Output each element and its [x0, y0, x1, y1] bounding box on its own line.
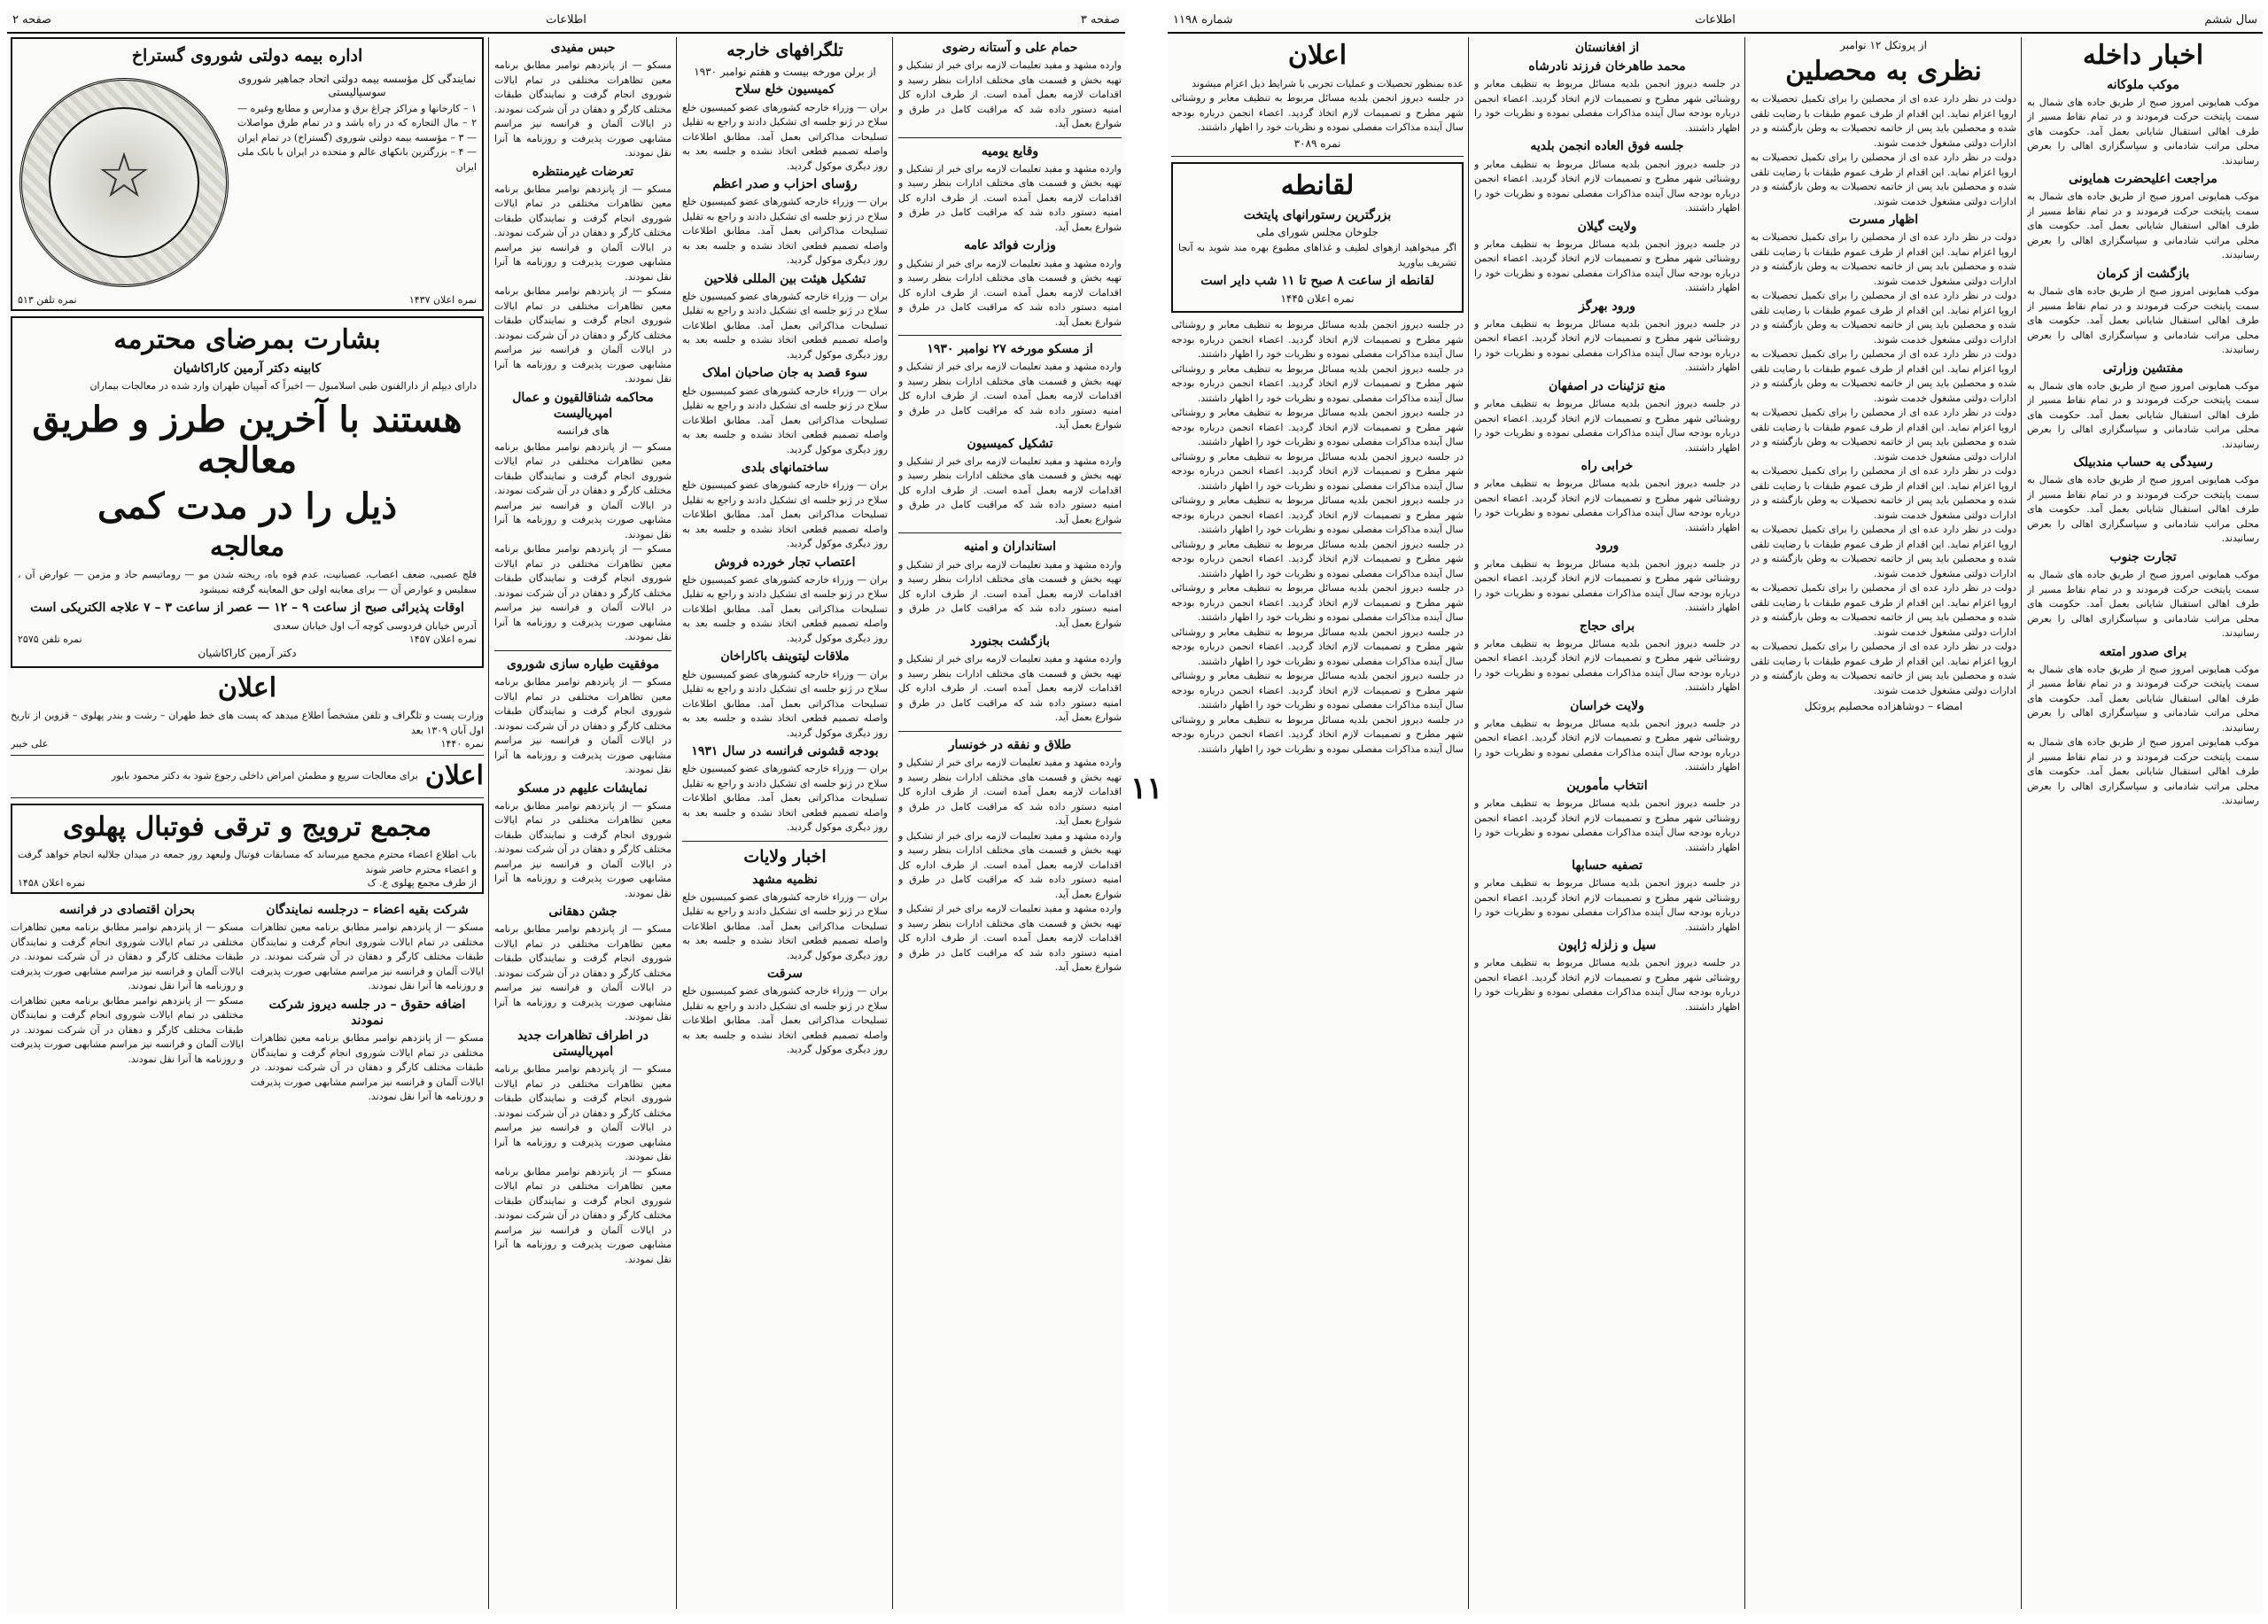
left-col-3: [682, 37, 888, 1609]
article-body: در جلسه دیروز انجمن بلدیه مسائل مربوط به تنظیف معابر و روشنائی شهر مطرح و تصمیمات لازم اتخاذ گردید. اعضاء انجمن درباره بودجه سال آینده مذاکرات مفصلی نموده و نظریات خود را اظهار داشتند.: [1171, 538, 1464, 579]
article-body: وارده مشهد و مفید تعلیمات لازمه برای خبر از تشکیل و تهیه بخش و قسمت های مختلف ادارات بنظر رسید و اقدامات لازمه بعمل آمده است. از طرف اداره کل امنیه دستور داده شد که مراقبت کامل در طرق و شوارع بعمل آید.: [898, 162, 1122, 233]
article-body: بران — وزراء خارجه کشورهای عضو کمیسیون خلع سلاح در ژنو جلسه ای تشکیل دادند و راجع به تقلیل تسلیحات مذاکراتی بعمل آمد. مطابق اطلاعات واصله تصمیم قطعی اتخاذ نشده و جلسه بعد به روز دیگری موکول گردید.: [682, 196, 888, 267]
article-body: در جلسه دیروز انجمن بلدیه مسائل مربوط به تنظیف معابر و روشنائی شهر مطرح و تصمیمات لازم اتخاذ گردید. اعضاء انجمن درباره بودجه سال آینده مذاکرات مفصلی نموده و نظریات خود را اظهار داشتند.: [1474, 717, 1740, 773]
headline: ولایت خراسان: [1570, 698, 1644, 713]
article-body: بران — وزراء خارجه کشورهای عضو کمیسیون خلع سلاح در ژنو جلسه ای تشکیل دادند و راجع به تقلیل تسلیحات مذاکراتی بعمل آمد. مطابق اطلاعات واصله تصمیم قطعی اتخاذ نشده و جلسه بعد به روز دیگری موکول گردید.: [682, 890, 888, 961]
article-body: در جلسه دیروز انجمن بلدیه مسائل مربوط به تنظیف معابر و روشنائی شهر مطرح و تصمیمات لازم اتخاذ گردید. اعضاء انجمن درباره بودجه سال آینده مذاکرات مفصلی نموده و نظریات خود را اظهار داشتند.: [1474, 877, 1740, 933]
doctor-notice: [11, 761, 484, 792]
article-body: موکب همایونی امروز صبح از طریق جاده های شمال به سمت پایتخت حرکت فرمودند و در تمام نقاط مسیر از طرف اهالی استقبال شایانی بعمل آمد. حکومت های محلی مراتب شادمانی و سپاسگزاری اهالی را بعرض رسانیدند.: [2027, 190, 2259, 261]
headline: بازگشت بجنورد: [969, 634, 1051, 649]
article-body: مسکو — از پانزدهم نوامبر مطابق برنامه معین تظاهرات مختلفی در تمام ایالات شوروی انجام گرفت و نمایندگان طبقات مختلف کارگر و دهقان در آن شرکت نمودند. در ایالات آلمان و فرانسه نیز مراسم مشابهی صورت پذیرفت و روزنامه ها آنرا نقل نمودند.: [494, 285, 672, 385]
article-body: وارده مشهد و مفید تعلیمات لازمه برای خبر از تشکیل و تهیه بخش و قسمت های مختلف ادارات بنظر رسید و اقدامات لازمه بعمل آمده است. از طرف اداره کل امنیه دستور داده شد که مراقبت کامل در طرق و شوارع بعمل آید.: [898, 653, 1122, 724]
headline: برای حجاج: [1579, 618, 1635, 633]
article-body: دولت در نظر دارد عده ای از محصلین را برای تکمیل تحصیلات به اروپا اعزام نماید. این اقدام از طرف عموم طبقات با رضایت تلقی شده و محصلین باید پس از خاتمه تحصیلات به وطن بازگشته و در ادارات دولتی مشغول خدمت شوند.: [1751, 348, 2016, 404]
article-body: وارده مشهد و مفید تعلیمات لازمه برای خبر از تشکیل و تهیه بخش و قسمت های مختلف ادارات بنظر رسید و اقدامات لازمه بعمل آمده است. از طرف اداره کل امنیه دستور داده شد که مراقبت کامل در طرق و شوارع بعمل آید.: [898, 455, 1122, 525]
headline: ولایت گیلان: [1577, 219, 1637, 234]
sports-signature: از طرف مجمع پهلوی ع. ک: [367, 877, 477, 890]
right-col-a: [2027, 37, 2259, 1609]
headline: ورود بهرگز: [1579, 299, 1635, 314]
doctor-subtitle: کابینه دکتر آرمین کاراکاشیان: [173, 361, 322, 377]
restaurant-subtitle: بزرگترین رستورانهای پایتخت: [1243, 207, 1392, 222]
doctor-hours: اوقات پذیرائی صبح از ساعت ۹ – ۱۲ — عصر از ساعت ۳ – ۷ علاجه الکتریکی است: [30, 601, 464, 616]
headline: اضافه حقوق – در جلسه دیروز شرکت نمودند: [268, 997, 466, 1029]
sports-body: باب اطلاع اعضاء محترم مجمع میرساند که مسابقات فوتبال ولیعهد روز جمعه در میدان جلالیه انجام خواهد گرفت و اعضاء محترم حاضر شوند: [18, 849, 477, 875]
headline: مراجعت اعلیحضرت همایونی: [2069, 172, 2218, 187]
headline: خرابی راه: [1581, 459, 1634, 474]
insurance-phone: نمره تلفن ۵۱۳: [18, 293, 77, 306]
article-body: در جلسه دیروز انجمن بلدیه مسائل مربوط به تنظیف معابر و روشنائی شهر مطرح و تصمیمات لازم اتخاذ گردید. اعضاء انجمن درباره بودجه سال آینده مذاکرات مفصلی نموده و نظریات خود را اظهار داشتند.: [1171, 92, 1464, 133]
article-body: موکب همایونی امروز صبح از طریق جاده های شمال به سمت پایتخت حرکت فرمودند و در تمام نقاط مسیر از طرف اهالی استقبال شایانی بعمل آمد. حکومت های محلی مراتب شادمانی و سپاسگزاری اهالی را بعرض رسانیدند.: [2027, 285, 2259, 356]
right-col-c: [1474, 37, 1740, 1609]
article-body: مسکو — از پانزدهم نوامبر مطابق برنامه معین تظاهرات مختلفی در تمام ایالات شوروی انجام گرفت و نمایندگان طبقات مختلف کارگر و دهقان در آن شرکت نمودند. در ایالات آلمان و فرانسه نیز مراسم مشابهی صورت پذیرفت و روزنامه ها آنرا نقل نمودند.: [494, 1063, 672, 1163]
article-body: دولت در نظر دارد عده ای از محصلین را برای تکمیل تحصیلات به اروپا اعزام نماید. این اقدام از طرف عموم طبقات با رضایت تلقی شده و محصلین باید پس از خاتمه تحصیلات به وطن بازگشته و در ادارات دولتی مشغول خدمت شوند.: [1751, 231, 2016, 287]
article-body: در جلسه دیروز انجمن بلدیه مسائل مربوط به تنظیف معابر و روشنائی شهر مطرح و تصمیمات لازم اتخاذ گردید. اعضاء انجمن درباره بودجه سال آینده مذاکرات مفصلی نموده و نظریات خود را اظهار داشتند.: [1171, 319, 1464, 361]
headline: جشن دهقانی: [548, 905, 617, 920]
running-head-left: صفحه ۲: [12, 13, 52, 27]
article-body: وارده مشهد و مفید تعلیمات لازمه برای خبر از تشکیل و تهیه بخش و قسمت های مختلف ادارات بنظر رسید و اقدامات لازمه بعمل آمده است. از طرف اداره کل امنیه دستور داده شد که مراقبت کامل در طرق و شوارع بعمل آید.: [898, 257, 1122, 328]
article-body: وارده مشهد و مفید تعلیمات لازمه برای خبر از تشکیل و تهیه بخش و قسمت های مختلف ادارات بنظر رسید و اقدامات لازمه بعمل آمده است. از طرف اداره کل امنیه دستور داده شد که مراقبت کامل در طرق و شوارع بعمل آید.: [898, 59, 1122, 130]
headline: ورود: [1595, 539, 1619, 554]
headline: حمام علی و آستانه رضوی: [942, 41, 1078, 55]
article-body: در جلسه دیروز انجمن بلدیه مسائل مربوط به تنظیف معابر و روشنائی شهر مطرح و تصمیمات لازم اتخاذ گردید. اعضاء انجمن درباره بودجه سال آینده مذاکرات مفصلی نموده و نظریات خود را اظهار داشتند.: [1474, 957, 1740, 1013]
article-body: وارده مشهد و مفید تعلیمات لازمه برای خبر از تشکیل و تهیه بخش و قسمت های مختلف ادارات بنظر رسید و اقدامات لازمه بعمل آمده است. از طرف اداره کل امنیه دستور داده شد که مراقبت کامل در طرق و شوارع بعمل آید.: [898, 903, 1122, 973]
left-col-1-ads: [11, 37, 484, 1609]
article-body: در جلسه دیروز انجمن بلدیه مسائل مربوط به تنظیف معابر و روشنائی شهر مطرح و تصمیمات لازم اتخاذ گردید. اعضاء انجمن درباره بودجه سال آینده مذاکرات مفصلی نموده و نظریات خود را اظهار داشتند.: [1171, 713, 1464, 755]
headline: از مسکو مورخه ۲۷ نوامبر ۱۹۳۰: [927, 342, 1093, 357]
article-body: مسکو — از پانزدهم نوامبر مطابق برنامه معین تظاهرات مختلفی در تمام ایالات شوروی انجام گرفت و نمایندگان طبقات مختلف کارگر و دهقان در آن شرکت نمودند. در ایالات آلمان و فرانسه نیز مراسم مشابهی صورت پذیرفت و روزنامه ها آنرا نقل نمودند.: [494, 1165, 672, 1265]
restaurant-hours: لقانطه از ساعت ۸ صبح تا ۱۱ شب دایر است: [1200, 274, 1434, 289]
article-body: مسکو — از پانزدهم نوامبر مطابق برنامه معین تظاهرات مختلفی در تمام ایالات شوروی انجام گرفت و نمایندگان طبقات مختلف کارگر و دهقان در آن شرکت نمودند. در ایالات آلمان و فرانسه نیز مراسم مشابهی صورت پذیرفت و روزنامه ها آنرا نقل نمودند.: [494, 676, 672, 776]
headline: طلاق و نفقه در خونسار: [948, 737, 1072, 752]
restaurant-body: اگر میخواهید ازهوای لطیف و غذاهای مطبوع بهره مند شوید به آنجا تشریف بیاورید: [1178, 242, 1456, 268]
headline: استانداران و امنیه: [963, 540, 1057, 555]
headline: منع تزئینات در اصفهان: [1548, 378, 1666, 393]
headline: تشکیل کمیسیون: [967, 436, 1053, 451]
headline: تشکیل هیئت بین المللی فلاحین: [703, 271, 866, 286]
insurance-emblem-icon: ☆: [19, 78, 229, 287]
restaurant-title: لقانطه: [1280, 170, 1355, 202]
post-notice: [11, 673, 484, 750]
notice-ad-number: نمره ۳۰۸۹: [1293, 136, 1341, 150]
section-title: تلگرافهای خارجه: [726, 41, 843, 60]
article-body: دولت در نظر دارد عده ای از محصلین را برای تکمیل تحصیلات به اروپا اعزام نماید. این اقدام از طرف عموم طبقات با رضایت تلقی شده و محصلین باید پس از خاتمه تحصیلات به وطن بازگشته و در ادارات دولتی مشغول خدمت شوند.: [1751, 152, 2016, 207]
article-body: مسکو — از پانزدهم نوامبر مطابق برنامه معین تظاهرات مختلفی در تمام ایالات شوروی انجام گرفت و نمایندگان طبقات مختلف کارگر و دهقان در آن شرکت نمودند. در ایالات آلمان و فرانسه نیز مراسم مشابهی صورت پذیرفت و روزنامه ها آنرا نقل نمودند.: [251, 921, 484, 992]
headline: وزارت فوائد عامه: [964, 238, 1056, 253]
article-body: بران — وزراء خارجه کشورهای عضو کمیسیون خلع سلاح در ژنو جلسه ای تشکیل دادند و راجع به تقلیل تسلیحات مذاکراتی بعمل آمد. مطابق اطلاعات واصله تصمیم قطعی اتخاذ نشده و جلسه بعد به روز دیگری موکول گردید.: [682, 101, 888, 172]
doctor-title: بشارت بمرضای محترمه: [113, 323, 381, 355]
restaurant-ad-number: نمره اعلان ۱۴۴۵: [1280, 291, 1355, 305]
right-col-d: [1171, 37, 1464, 1609]
article-body: وارده مشهد و مفید تعلیمات لازمه برای خبر از تشکیل و تهیه بخش و قسمت های مختلف ادارات بنظر رسید و اقدامات لازمه بعمل آمده است. از طرف اداره کل امنیه دستور داده شد که مراقبت کامل در طرق و شوارع بعمل آید.: [898, 757, 1122, 827]
running-head-right: سال ششم: [2204, 13, 2257, 27]
headline: سیل و زلزله ژاپون: [1557, 938, 1657, 953]
headline: در اطراف تظاهرات جدید امپریالیستی: [517, 1028, 649, 1060]
headline: اعتصاب تجار خورده فروش: [714, 555, 856, 570]
left-col-4: [898, 37, 1122, 1609]
doctor-address: آدرس خیابان فردوسی کوچه آب اول خیابان سعدی: [273, 619, 477, 632]
headline: بازگشت از کرمان: [2096, 266, 2190, 281]
article-body: بران — وزراء خارجه کشورهای عضو کمیسیون خلع سلاح در ژنو جلسه ای تشکیل دادند و راجع به تقلیل تسلیحات مذاکراتی بعمل آمد. مطابق اطلاعات واصله تصمیم قطعی اتخاذ نشده و جلسه بعد به روز دیگری موکول گردید.: [682, 985, 888, 1056]
headline: شرکت بقیه اعضاء – درجلسه نمایندگان: [266, 903, 469, 918]
notice-body: عده بمنظور تحصیلات و عملیات تجربی با شرایط ذیل اعزام میشوند: [1192, 77, 1464, 89]
headline: نظری به محصلین: [1785, 55, 1982, 87]
article-body: در جلسه دیروز انجمن بلدیه مسائل مربوط به تنظیف معابر و روشنائی شهر مطرح و تصمیمات لازم اتخاذ گردید. اعضاء انجمن درباره بودجه سال آینده مذاکرات مفصلی نموده و نظریات خود را اظهار داشتند.: [1171, 582, 1464, 624]
article-body: مسکو — از پانزدهم نوامبر مطابق برنامه معین تظاهرات مختلفی در تمام ایالات شوروی انجام گرفت و نمایندگان طبقات مختلف کارگر و دهقان در آن شرکت نمودند. در ایالات آلمان و فرانسه نیز مراسم مشابهی صورت پذیرفت و روزنامه ها آنرا نقل نمودند.: [494, 543, 672, 643]
doctor-signature: دکتر آرمین کاراکاشیان: [198, 647, 297, 660]
article-body: در جلسه دیروز انجمن بلدیه مسائل مربوط به تنظیف معابر و روشنائی شهر مطرح و تصمیمات لازم اتخاذ گردید. اعضاء انجمن درباره بودجه سال آینده مذاکرات مفصلی نموده و نظریات خود را اظهار داشتند.: [1171, 362, 1464, 404]
running-head-center: اطلاعات: [1695, 13, 1736, 27]
article-body: در جلسه دیروز انجمن بلدیه مسائل مربوط به تنظیف معابر و روشنائی شهر مطرح و تصمیمات لازم اتخاذ گردید. اعضاء انجمن درباره بودجه سال آینده مذاکرات مفصلی نموده و نظریات خود را اظهار داشتند.: [1474, 237, 1740, 294]
article-body: مسکو — از پانزدهم نوامبر مطابق برنامه معین تظاهرات مختلفی در تمام ایالات شوروی انجام گرفت و نمایندگان طبقات مختلف کارگر و دهقان در آن شرکت نمودند. در ایالات آلمان و فرانسه نیز مراسم مشابهی صورت پذیرفت و روزنامه ها آنرا نقل نمودند.: [494, 59, 672, 159]
insurance-ad-number: نمره اعلان ۱۴۳۷: [408, 293, 477, 306]
notice-title: اعلان: [1287, 40, 1348, 71]
dateline: از پروتکل ۱۲ نوامبر: [1840, 39, 1927, 51]
article-body: در جلسه دیروز انجمن بلدیه مسائل مربوط به تنظیف معابر و روشنائی شهر مطرح و تصمیمات لازم اتخاذ گردید. اعضاء انجمن درباره بودجه سال آینده مذاکرات مفصلی نموده و نظریات خود را اظهار داشتند.: [1474, 797, 1740, 853]
article-body: در جلسه دیروز انجمن بلدیه مسائل مربوط به تنظیف معابر و روشنائی شهر مطرح و تصمیمات لازم اتخاذ گردید. اعضاء انجمن درباره بودجه سال آینده مذاکرات مفصلی نموده و نظریات خود را اظهار داشتند.: [1474, 158, 1740, 214]
article-body: وارده مشهد و مفید تعلیمات لازمه برای خبر از تشکیل و تهیه بخش و قسمت های مختلف ادارات بنظر رسید و اقدامات لازمه بعمل آمده است. از طرف اداره کل امنیه دستور داده شد که مراقبت کامل در طرق و شوارع بعمل آید.: [898, 361, 1122, 431]
article-body: موکب همایونی امروز صبح از طریق جاده های شمال به سمت پایتخت حرکت فرمودند و در تمام نقاط مسیر از طرف اهالی استقبال شایانی بعمل آمد. حکومت های محلی مراتب شادمانی و سپاسگزاری اهالی را بعرض رسانیدند.: [2027, 736, 2259, 807]
article-body: در جلسه دیروز انجمن بلدیه مسائل مربوط به تنظیف معابر و روشنائی شهر مطرح و تصمیمات لازم اتخاذ گردید. اعضاء انجمن درباره بودجه سال آینده مذاکرات مفصلی نموده و نظریات خود را اظهار داشتند.: [1171, 494, 1464, 536]
article-body: دولت در نظر دارد عده ای از محصلین را برای تکمیل تحصیلات به اروپا اعزام نماید. این اقدام از طرف عموم طبقات با رضایت تلقی شده و محصلین باید پس از خاتمه تحصیلات به وطن بازگشته و در ادارات دولتی مشغول خدمت شوند.: [1751, 641, 2016, 696]
headline: تجارت جنوب: [2109, 549, 2177, 564]
insurance-ad: [11, 37, 484, 311]
insurance-subtitle: نمایندگی کل مؤسسه بیمه دولتی اتحاد جماهیر شوروی سوسیالیستی: [237, 72, 477, 99]
headline: رسیدگی به حساب مندبیلک: [2073, 455, 2213, 470]
subheadline: های فرانسه: [556, 424, 610, 438]
right-col-b: [1751, 37, 2016, 1609]
headline: کمیسیون خلع سلاح: [734, 82, 835, 97]
doctor-slogan-2: ذیل را در مدت کمی: [97, 485, 398, 527]
headline: ساختمانهای بلدی: [741, 461, 829, 476]
left-page: [7, 9, 1125, 1614]
subheadline: محمد طاهرخان فرزند نادرشاه: [1528, 59, 1686, 74]
headline: سرقت: [767, 967, 803, 982]
headline: مفتشین وزارتی: [2102, 361, 2184, 376]
article-body: در جلسه دیروز انجمن بلدیه مسائل مربوط به تنظیف معابر و روشنائی شهر مطرح و تصمیمات لازم اتخاذ گردید. اعضاء انجمن درباره بودجه سال آینده مذاکرات مفصلی نموده و نظریات خود را اظهار داشتند.: [1474, 637, 1740, 694]
headline: بحران اقتصادی در فرانسه: [58, 903, 196, 918]
headline: نمایشات علیهم در مسکو: [518, 781, 648, 796]
article-body: مسکو — از پانزدهم نوامبر مطابق برنامه معین تظاهرات مختلفی در تمام ایالات شوروی انجام گرفت و نمایندگان طبقات مختلف کارگر و دهقان در آن شرکت نمودند. در ایالات آلمان و فرانسه نیز مراسم مشابهی صورت پذیرفت و روزنامه ها آنرا نقل نمودند.: [494, 923, 672, 1023]
notice-title: اعلان: [217, 672, 277, 703]
article-body: بران — وزراء خارجه کشورهای عضو کمیسیون خلع سلاح در ژنو جلسه ای تشکیل دادند و راجع به تقلیل تسلیحات مذاکراتی بعمل آمد. مطابق اطلاعات واصله تصمیم قطعی اتخاذ نشده و جلسه بعد به روز دیگری موکول گردید.: [682, 668, 888, 739]
article-body: در جلسه دیروز انجمن بلدیه مسائل مربوط به تنظیف معابر و روشنائی شهر مطرح و تصمیمات لازم اتخاذ گردید. اعضاء انجمن درباره بودجه سال آینده مذاکرات مفصلی نموده و نظریات خود را اظهار داشتند.: [1171, 626, 1464, 667]
article-body: مسکو — از پانزدهم نوامبر مطابق برنامه معین تظاهرات مختلفی در تمام ایالات شوروی انجام گرفت و نمایندگان طبقات مختلف کارگر و دهقان در آن شرکت نمودند. در ایالات آلمان و فرانسه نیز مراسم مشابهی صورت پذیرفت و روزنامه ها آنرا نقل نمودند.: [11, 994, 244, 1065]
left-running-head: [7, 9, 1125, 34]
doctor-body: دارای دیپلم از دارالفنون طبی اسلامبول — اخیراً که آمپیان طهران وارد شده در معالجات بیماران: [89, 380, 477, 392]
article-body: موکب همایونی امروز صبح از طریق جاده های شمال به سمت پایتخت حرکت فرمودند و در تمام نقاط مسیر از طرف اهالی استقبال شایانی بعمل آمد. حکومت های محلی مراتب شادمانی و سپاسگزاری اهالی را بعرض رسانیدند.: [2027, 474, 2259, 545]
article-body: دولت در نظر دارد عده ای از محصلین را برای تکمیل تحصیلات به اروپا اعزام نماید. این اقدام از طرف عموم طبقات با رضایت تلقی شده و محصلین باید پس از خاتمه تحصیلات به وطن بازگشته و در ادارات دولتی مشغول خدمت شوند.: [1751, 465, 2016, 521]
headline: محاکمه شناقالقیون و عمال امپریالیست: [512, 390, 654, 422]
doctor-ad-number: نمره اعلان ۱۴۵۷: [408, 633, 477, 646]
article-body: در جلسه دیروز انجمن بلدیه مسائل مربوط به تنظیف معابر و روشنائی شهر مطرح و تصمیمات لازم اتخاذ گردید. اعضاء انجمن درباره بودجه سال آینده مذاکرات مفصلی نموده و نظریات خود را اظهار داشتند.: [1474, 557, 1740, 613]
study-notice: [1171, 41, 1464, 151]
sports-ad-number: نمره اعلان ۱۴۵۸: [18, 877, 86, 890]
section-title: اخبار داخله: [2082, 40, 2204, 71]
doctor-slogan: هستند با آخرین طرز و طریق معالجه: [32, 398, 462, 481]
article-body: بران — وزراء خارجه کشورهای عضو کمیسیون خلع سلاح در ژنو جلسه ای تشکیل دادند و راجع به تقلیل تسلیحات مذاکراتی بعمل آمد. مطابق اطلاعات واصله تصمیم قطعی اتخاذ نشده و جلسه بعد به روز دیگری موکول گردید.: [682, 763, 888, 834]
article-body: موکب همایونی امروز صبح از طریق جاده های شمال به سمت پایتخت حرکت فرمودند و در تمام نقاط مسیر از طرف اهالی استقبال شایانی بعمل آمد. حکومت های محلی مراتب شادمانی و سپاسگزاری اهالی را بعرض رسانیدند.: [2027, 663, 2259, 734]
article-body: مسکو — از پانزدهم نوامبر مطابق برنامه معین تظاهرات مختلفی در تمام ایالات شوروی انجام گرفت و نمایندگان طبقات مختلف کارگر و دهقان در آن شرکت نمودند. در ایالات آلمان و فرانسه نیز مراسم مشابهی صورت پذیرفت و روزنامه ها آنرا نقل نمودند.: [494, 440, 672, 540]
article-body: دولت در نظر دارد عده ای از محصلین را برای تکمیل تحصیلات به اروپا اعزام نماید. این اقدام از طرف عموم طبقات با رضایت تلقی شده و محصلین باید پس از خاتمه تحصیلات به وطن بازگشته و در ادارات دولتی مشغول خدمت شوند.: [1751, 582, 2016, 638]
article-body: دولت در نظر دارد عده ای از محصلین را برای تکمیل تحصیلات به اروپا اعزام نماید. این اقدام از طرف عموم طبقات با رضایت تلقی شده و محصلین باید پس از خاتمه تحصیلات به وطن بازگشته و در ادارات دولتی مشغول خدمت شوند.: [1751, 93, 2016, 149]
doctor-ad: [11, 316, 484, 668]
doctor-slogan-3: معالجه: [209, 531, 285, 563]
headline: نظمیه مشهد: [752, 872, 818, 887]
article-body: در جلسه دیروز انجمن بلدیه مسائل مربوط به تنظیف معابر و روشنائی شهر مطرح و تصمیمات لازم اتخاذ گردید. اعضاء انجمن درباره بودجه سال آینده مذاکرات مفصلی نموده و نظریات خود را اظهار داشتند.: [1171, 670, 1464, 711]
headline: سوء قصد به جان صاحبان املاک: [702, 366, 868, 381]
headline: برای صدور امتعه: [2099, 644, 2187, 659]
headline: از افغانستان: [1574, 41, 1640, 55]
headline: انتخاب مأمورین: [1566, 778, 1648, 793]
running-head-center: اطلاعات: [546, 13, 586, 27]
doctor-body-2: فلج عصبی، ضعف اعصاب، عصبانیت، عدم قوه باه، ریخته شدن مو — روماتیسم حاد و مزمن — عوارض آن ، سفلیس و عوارض آن — برای معاینه اولی حق المعاینه گرفته نمیشود: [18, 569, 477, 595]
headline: تعرضات غیرمنتظره: [532, 164, 634, 179]
headline: ملاقات لیتوینف باکاراخان: [720, 649, 850, 664]
article-body: در جلسه دیروز انجمن بلدیه مسائل مربوط به تنظیف معابر و روشنائی شهر مطرح و تصمیمات لازم اتخاذ گردید. اعضاء انجمن درباره بودجه سال آینده مذاکرات مفصلی نموده و نظریات خود را اظهار داشتند.: [1171, 450, 1464, 492]
article-body: بران — وزراء خارجه کشورهای عضو کمیسیون خلع سلاح در ژنو جلسه ای تشکیل دادند و راجع به تقلیل تسلیحات مذاکراتی بعمل آمد. مطابق اطلاعات واصله تصمیم قطعی اتخاذ نشده و جلسه بعد به روز دیگری موکول گردید.: [682, 290, 888, 361]
doctor-phone: نمره تلفن ۲۵۷۵: [18, 633, 82, 646]
article-body: مسکو — از پانزدهم نوامبر مطابق برنامه معین تظاهرات مختلفی در تمام ایالات شوروی انجام گرفت و نمایندگان طبقات مختلف کارگر و دهقان در آن شرکت نمودند. در ایالات آلمان و فرانسه نیز مراسم مشابهی صورت پذیرفت و روزنامه ها آنرا نقل نمودند.: [11, 921, 244, 992]
article-body: موکب همایونی امروز صبح از طریق جاده های شمال به سمت پایتخت حرکت فرمودند و در تمام نقاط مسیر از طرف اهالی استقبال شایانی بعمل آمد. حکومت های محلی مراتب شادمانی و سپاسگزاری اهالی را بعرض رسانیدند.: [2027, 569, 2259, 640]
article-body: در جلسه دیروز انجمن بلدیه مسائل مربوط به تنظیف معابر و روشنائی شهر مطرح و تصمیمات لازم اتخاذ گردید. اعضاء انجمن درباره بودجه سال آینده مذاکرات مفصلی نموده و نظریات خود را اظهار داشتند.: [1474, 317, 1740, 374]
headline: اظهار مسرت: [1848, 213, 1919, 228]
running-head-left: شماره ۱۱۹۸: [1173, 13, 1233, 27]
article-body: موکب همایونی امروز صبح از طریق جاده های شمال به سمت پایتخت حرکت فرمودند و در تمام نقاط مسیر از طرف اهالی استقبال شایانی بعمل آمد. حکومت های محلی مراتب شادمانی و سپاسگزاری اهالی را بعرض رسانیدند.: [2027, 96, 2259, 167]
restaurant-subtitle-2: جلوخان مجلس شورای ملی: [1256, 225, 1379, 238]
headline: حبس مفیدی: [550, 41, 616, 55]
article-body: مسکو — از پانزدهم نوامبر مطابق برنامه معین تظاهرات مختلفی در تمام ایالات شوروی انجام گرفت و نمایندگان طبقات مختلف کارگر و دهقان در آن شرکت نمودند. در ایالات آلمان و فرانسه نیز مراسم مشابهی صورت پذیرفت و روزنامه ها آنرا نقل نمودند.: [494, 183, 672, 283]
article-body: در جلسه دیروز انجمن بلدیه مسائل مربوط به تنظیف معابر و روشنائی شهر مطرح و تصمیمات لازم اتخاذ گردید. اعضاء انجمن درباره بودجه سال آینده مذاکرات مفصلی نموده و نظریات خود را اظهار داشتند.: [1171, 407, 1464, 448]
article-body: مسکو — از پانزدهم نوامبر مطابق برنامه معین تظاهرات مختلفی در تمام ایالات شوروی انجام گرفت و نمایندگان طبقات مختلف کارگر و دهقان در آن شرکت نمودند. در ایالات آلمان و فرانسه نیز مراسم مشابهی صورت پذیرفت و روزنامه ها آنرا نقل نمودند.: [494, 799, 672, 899]
signature: امضاء – دوشاهزاده محصلیم پروتکل: [1804, 700, 1963, 713]
notice-body: وزارت پست و تلگراف و تلفن مشخصاً اطلاع میدهد که پست های خط طهران – رشت و بندر پهلوی – قزوین از تاریخ اول آبان ۱۳۰۹ بعد: [11, 710, 484, 736]
headline: موکب ملوکانه: [2107, 77, 2179, 92]
article-body: بران — وزراء خارجه کشورهای عضو کمیسیون خلع سلاح در ژنو جلسه ای تشکیل دادند و راجع به تقلیل تسلیحات مذاکراتی بعمل آمد. مطابق اطلاعات واصله تصمیم قطعی اتخاذ نشده و جلسه بعد به روز دیگری موکول گردید.: [682, 573, 888, 644]
headline: تصفیه حسابها: [1572, 859, 1643, 874]
headline: بودجه قشونی فرانسه در سال ۱۹۳۱: [691, 744, 879, 759]
running-head-right: صفحه ۳: [1080, 13, 1120, 27]
article-body: در جلسه دیروز انجمن بلدیه مسائل مربوط به تنظیف معابر و روشنائی شهر مطرح و تصمیمات لازم اتخاذ گردید. اعضاء انجمن درباره بودجه سال آینده مذاکرات مفصلی نموده و نظریات خود را اظهار داشتند.: [1474, 78, 1740, 134]
right-page: [1168, 9, 2263, 1614]
left-col-2: [494, 37, 672, 1609]
article-body: در جلسه دیروز انجمن بلدیه مسائل مربوط به تنظیف معابر و روشنائی شهر مطرح و تصمیمات لازم اتخاذ گردید. اعضاء انجمن درباره بودجه سال آینده مذاکرات مفصلی نموده و نظریات خود را اظهار داشتند.: [1474, 478, 1740, 533]
gutter-page-number: ۱۱: [1130, 771, 1163, 806]
article-body: موکب همایونی امروز صبح از طریق جاده های شمال به سمت پایتخت حرکت فرمودند و در تمام نقاط مسیر از طرف اهالی استقبال شایانی بعمل آمد. حکومت های محلی مراتب شادمانی و سپاسگزاری اهالی را بعرض رسانیدند.: [2027, 379, 2259, 450]
article-body: وارده مشهد و مفید تعلیمات لازمه برای خبر از تشکیل و تهیه بخش و قسمت های مختلف ادارات بنظر رسید و اقدامات لازمه بعمل آمده است. از طرف اداره کل امنیه دستور داده شد که مراقبت کامل در طرق و شوارع بعمل آید.: [898, 829, 1122, 900]
article-body: دولت در نظر دارد عده ای از محصلین را برای تکمیل تحصیلات به اروپا اعزام نماید. این اقدام از طرف عموم طبقات با رضایت تلقی شده و محصلین باید پس از خاتمه تحصیلات به وطن بازگشته و در ادارات دولتی مشغول خدمت شوند.: [1751, 407, 2016, 462]
article-body: بران — وزراء خارجه کشورهای عضو کمیسیون خلع سلاح در ژنو جلسه ای تشکیل دادند و راجع به تقلیل تسلیحات مذاکراتی بعمل آمد. مطابق اطلاعات واصله تصمیم قطعی اتخاذ نشده و جلسه بعد به روز دیگری موکول گردید.: [682, 479, 888, 550]
article-body: دولت در نظر دارد عده ای از محصلین را برای تکمیل تحصیلات به اروپا اعزام نماید. این اقدام از طرف عموم طبقات با رضایت تلقی شده و محصلین باید پس از خاتمه تحصیلات به وطن بازگشته و در ادارات دولتی مشغول خدمت شوند.: [1751, 524, 2016, 579]
section-title: اخبار ولایات: [743, 846, 827, 866]
notice2-body: برای معالجات سریع و مطمئن امراض داخلی رجوع شود به دکتر محمود بایور: [111, 770, 418, 782]
notice-signature: علی خیبر: [11, 738, 49, 750]
notice-ad-number: نمره ۱۴۴۰: [440, 738, 484, 750]
article-body: مسکو — از پانزدهم نوامبر مطابق برنامه معین تظاهرات مختلفی در تمام ایالات شوروی انجام گرفت و نمایندگان طبقات مختلف کارگر و دهقان در آن شرکت نمودند. در ایالات آلمان و فرانسه نیز مراسم مشابهی صورت پذیرفت و روزنامه ها آنرا نقل نمودند.: [251, 1032, 484, 1103]
headline: رؤسای احزاب و صدر اعظم: [712, 177, 858, 192]
insurance-body: ۱ – کارخانها و مراکز چراغ برق و مدارس و مطابع وغیره — ۲ – مال التجاره که در راه باشد و در تمام طرق مواصلات — ۳ – مؤسسه بیمه دولتی شوروی (گستراخ) در تمام ایران — ۴ – بزرگترین بانکهای عالم و متحده در ایران با بانک ملی ایران: [237, 102, 478, 173]
headline: موفقیت طیاره سازی شوروی: [507, 657, 659, 672]
article-body: بران — وزراء خارجه کشورهای عضو کمیسیون خلع سلاح در ژنو جلسه ای تشکیل دادند و راجع به تقلیل تسلیحات مذاکراتی بعمل آمد. مطابق اطلاعات واصله تصمیم قطعی اتخاذ نشده و جلسه بعد به روز دیگری موکول گردید.: [682, 385, 888, 455]
right-running-head: [1168, 9, 2263, 34]
headline: وقایع یومیه: [981, 144, 1039, 159]
article-body: در جلسه دیروز انجمن بلدیه مسائل مربوط به تنظیف معابر و روشنائی شهر مطرح و تصمیمات لازم اتخاذ گردید. اعضاء انجمن درباره بودجه سال آینده مذاکرات مفصلی نموده و نظریات خود را اظهار داشتند.: [1474, 398, 1740, 454]
dateline: از برلن مورخه بیست و هفتم نوامبر ۱۹۳۰: [694, 65, 876, 78]
sports-title: مجمع ترویج و ترقی فوتبال پهلوی: [62, 811, 432, 843]
restaurant-ad: [1171, 162, 1464, 313]
sports-ad: [11, 804, 484, 895]
article-body: دولت در نظر دارد عده ای از محصلین را برای تکمیل تحصیلات به اروپا اعزام نماید. این اقدام از طرف عموم طبقات با رضایت تلقی شده و محصلین باید پس از خاتمه تحصیلات به وطن بازگشته و در ادارات دولتی مشغول خدمت شوند.: [1751, 290, 2016, 346]
article-body: وارده مشهد و مفید تعلیمات لازمه برای خبر از تشکیل و تهیه بخش و قسمت های مختلف ادارات بنظر رسید و اقدامات لازمه بعمل آمده است. از طرف اداره کل امنیه دستور داده شد که مراقبت کامل در طرق و شوارع بعمل آید.: [898, 558, 1122, 629]
notice2-title: اعلان: [424, 760, 484, 792]
insurance-title: اداره بیمه دولتی شوروی گستراخ: [131, 46, 363, 66]
headline: جلسه فوق العاده انجمن بلدیه: [1530, 139, 1684, 154]
